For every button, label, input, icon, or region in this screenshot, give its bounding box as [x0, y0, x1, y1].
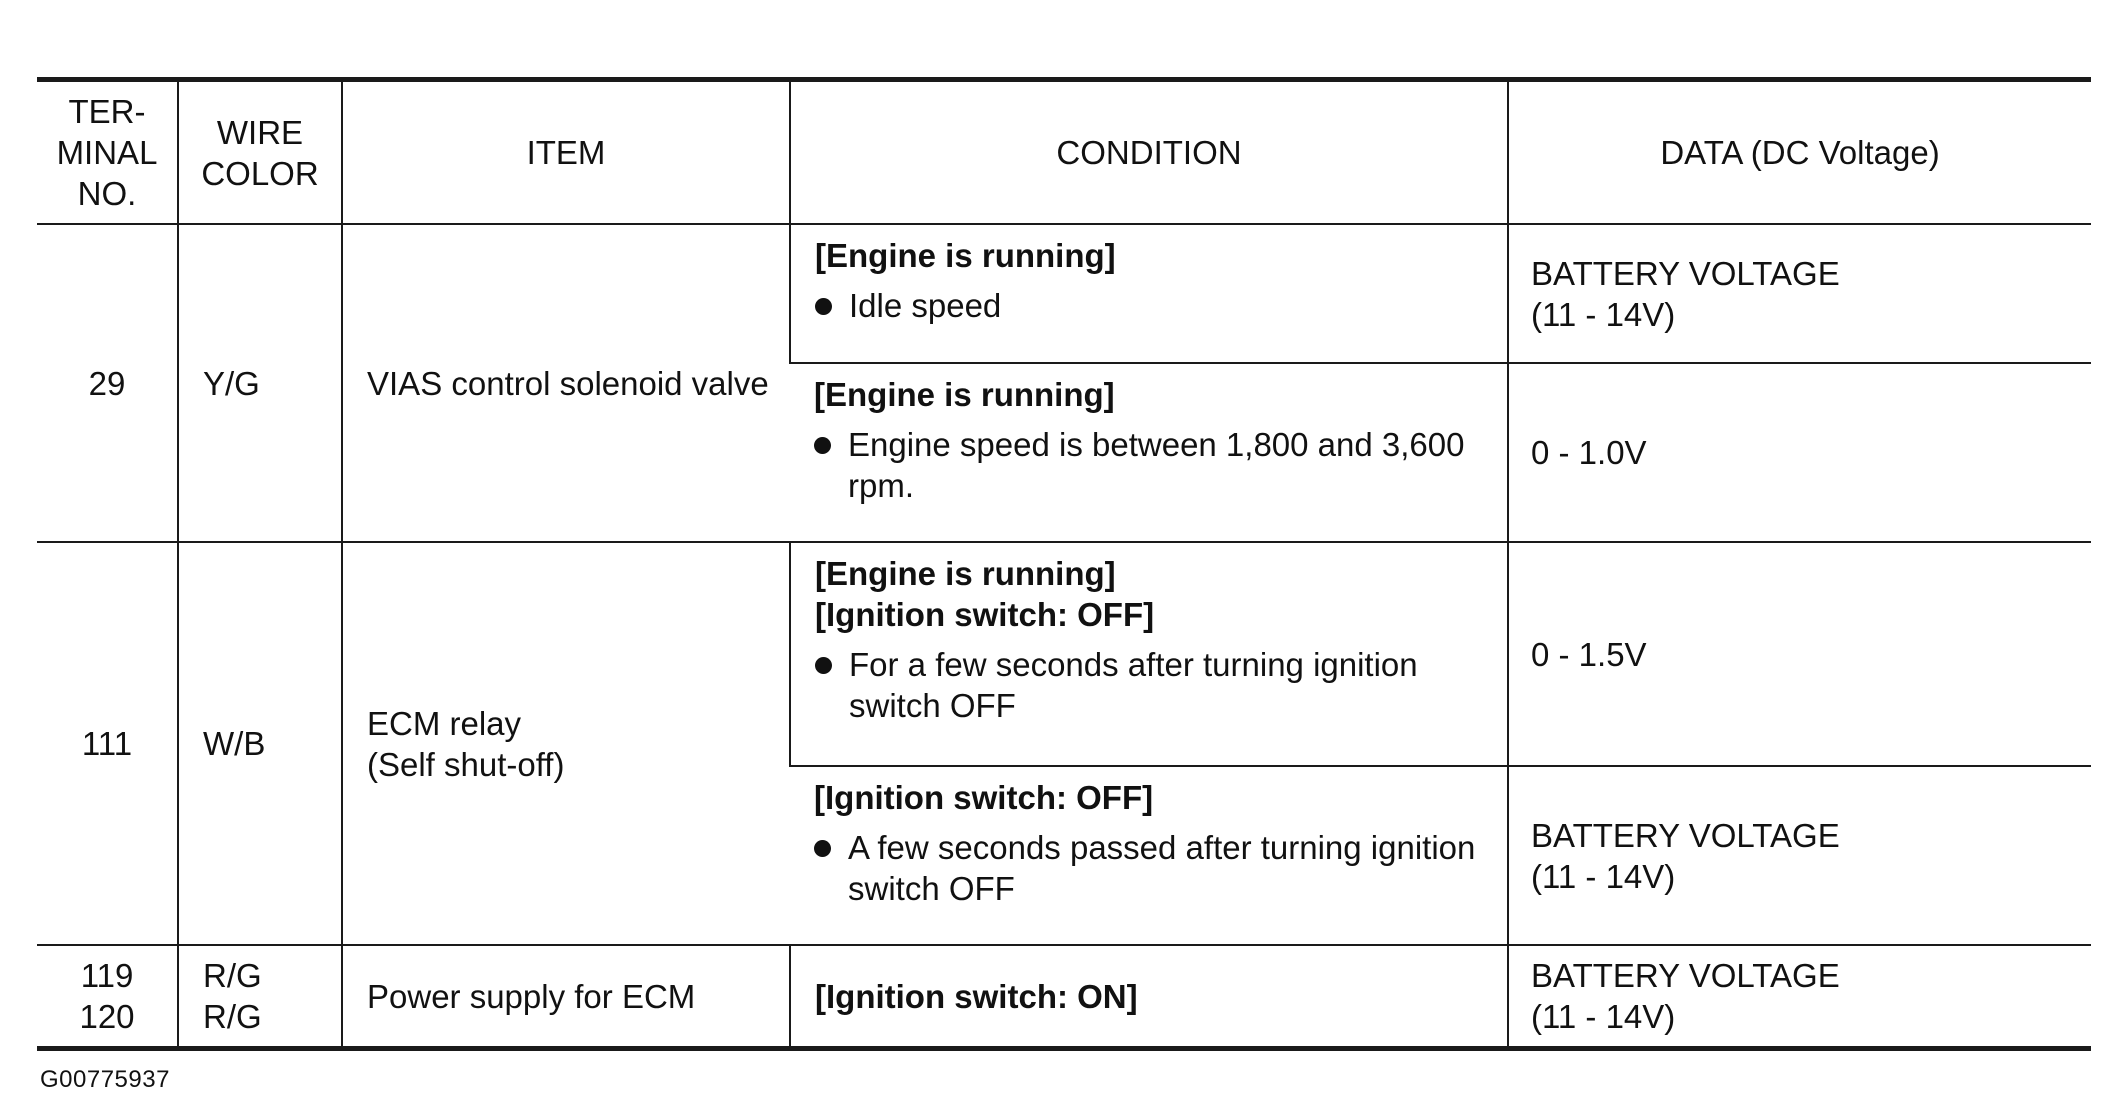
data-cell	[1508, 542, 2091, 766]
data-value: BATTERY VOLTAGE	[1531, 816, 1840, 854]
item-text: (Self shut-off)	[367, 745, 565, 783]
condition-bullet-text: Idle speed	[849, 287, 1002, 324]
terminal-number: 29	[88, 364, 126, 402]
terminal-number: 111	[81, 725, 133, 762]
data-value: BATTERY VOLTAGE	[1531, 254, 1840, 292]
condition-heading: [Ignition switch: ON]	[815, 977, 1138, 1015]
terminal-cell	[37, 542, 178, 945]
wire-color-cell	[178, 945, 342, 1049]
condition-heading: [Engine is running]	[815, 555, 1116, 592]
wire-color-cell	[178, 224, 342, 542]
condition-cell	[790, 766, 1508, 945]
condition-cell	[790, 363, 1508, 542]
condition-bullet-text: For a few seconds after turning ignition switch OFF	[849, 646, 1418, 724]
table-row	[37, 945, 2091, 1049]
terminal-cell	[37, 224, 178, 542]
condition-heading: [Ignition switch: OFF]	[814, 779, 1154, 816]
condition-bullet-text: A few seconds passed after turning ignition switch OFF	[848, 829, 1476, 907]
header-wire-line: WIRE	[216, 113, 304, 151]
wire-color: W/B	[203, 725, 266, 762]
header-item: ITEM	[342, 80, 790, 225]
item-cell	[342, 945, 790, 1049]
data-cell	[1508, 766, 2091, 945]
condition-cell	[790, 224, 1508, 363]
header-terminal-line: NO.	[77, 175, 137, 212]
condition-bullet	[815, 644, 1483, 726]
data-value: 0 - 1.0V	[1531, 434, 1647, 471]
header-terminal-line: TER-	[68, 93, 146, 130]
wire-color-cell	[178, 542, 342, 945]
data-cell	[1508, 363, 2091, 542]
terminal-cell	[37, 945, 178, 1049]
terminal-number: 120	[79, 998, 135, 1035]
header-terminal-no	[37, 80, 178, 225]
condition-bullet	[814, 827, 1483, 909]
data-value: (11 - 14V)	[1531, 857, 1676, 895]
data-cell	[1508, 945, 2091, 1049]
condition-cell	[790, 945, 1508, 1049]
table-header-row	[37, 80, 2091, 225]
item-text: Power supply for ECM	[367, 977, 696, 1015]
condition-bullet-text: Engine speed is between 1,800 and 3,600 rpm.	[848, 426, 1465, 504]
condition-cell	[790, 542, 1508, 766]
header-wire-color	[178, 80, 342, 225]
spec-table-wrapper	[37, 77, 2091, 1093]
condition-heading: [Engine is running]	[815, 237, 1116, 274]
data-value: (11 - 14V)	[1531, 998, 1676, 1035]
item-cell	[342, 224, 790, 542]
wire-color: R/G	[203, 998, 262, 1035]
condition-bullet	[815, 285, 1483, 326]
condition-heading: [Engine is running]	[814, 376, 1115, 413]
bullet-icon	[815, 657, 832, 674]
data-value: 0 - 1.5V	[1531, 635, 1647, 673]
bullet-icon	[815, 298, 832, 315]
header-data: DATA (DC Voltage)	[1508, 80, 2091, 225]
table-row	[37, 542, 2091, 766]
bullet-icon	[814, 840, 831, 857]
item-text: VIAS control solenoid valve	[367, 364, 769, 402]
wire-color: Y/G	[203, 364, 260, 402]
bullet-icon	[814, 437, 831, 454]
data-cell	[1508, 224, 2091, 363]
condition-bullet	[814, 424, 1483, 506]
wire-color: R/G	[203, 957, 262, 994]
condition-heading: [Ignition switch: OFF]	[815, 596, 1155, 633]
item-cell	[342, 542, 790, 945]
figure-code: G00775937	[40, 1066, 170, 1093]
header-condition: CONDITION	[790, 80, 1508, 225]
data-value: BATTERY VOLTAGE	[1531, 957, 1840, 994]
terminal-spec-table	[37, 77, 2091, 1051]
item-text: ECM relay	[367, 704, 522, 742]
header-terminal-line: MINAL	[56, 134, 158, 171]
data-value: (11 - 14V)	[1531, 295, 1676, 333]
table-row	[37, 224, 2091, 363]
terminal-number: 119	[80, 957, 134, 994]
header-wire-line: COLOR	[201, 154, 319, 192]
